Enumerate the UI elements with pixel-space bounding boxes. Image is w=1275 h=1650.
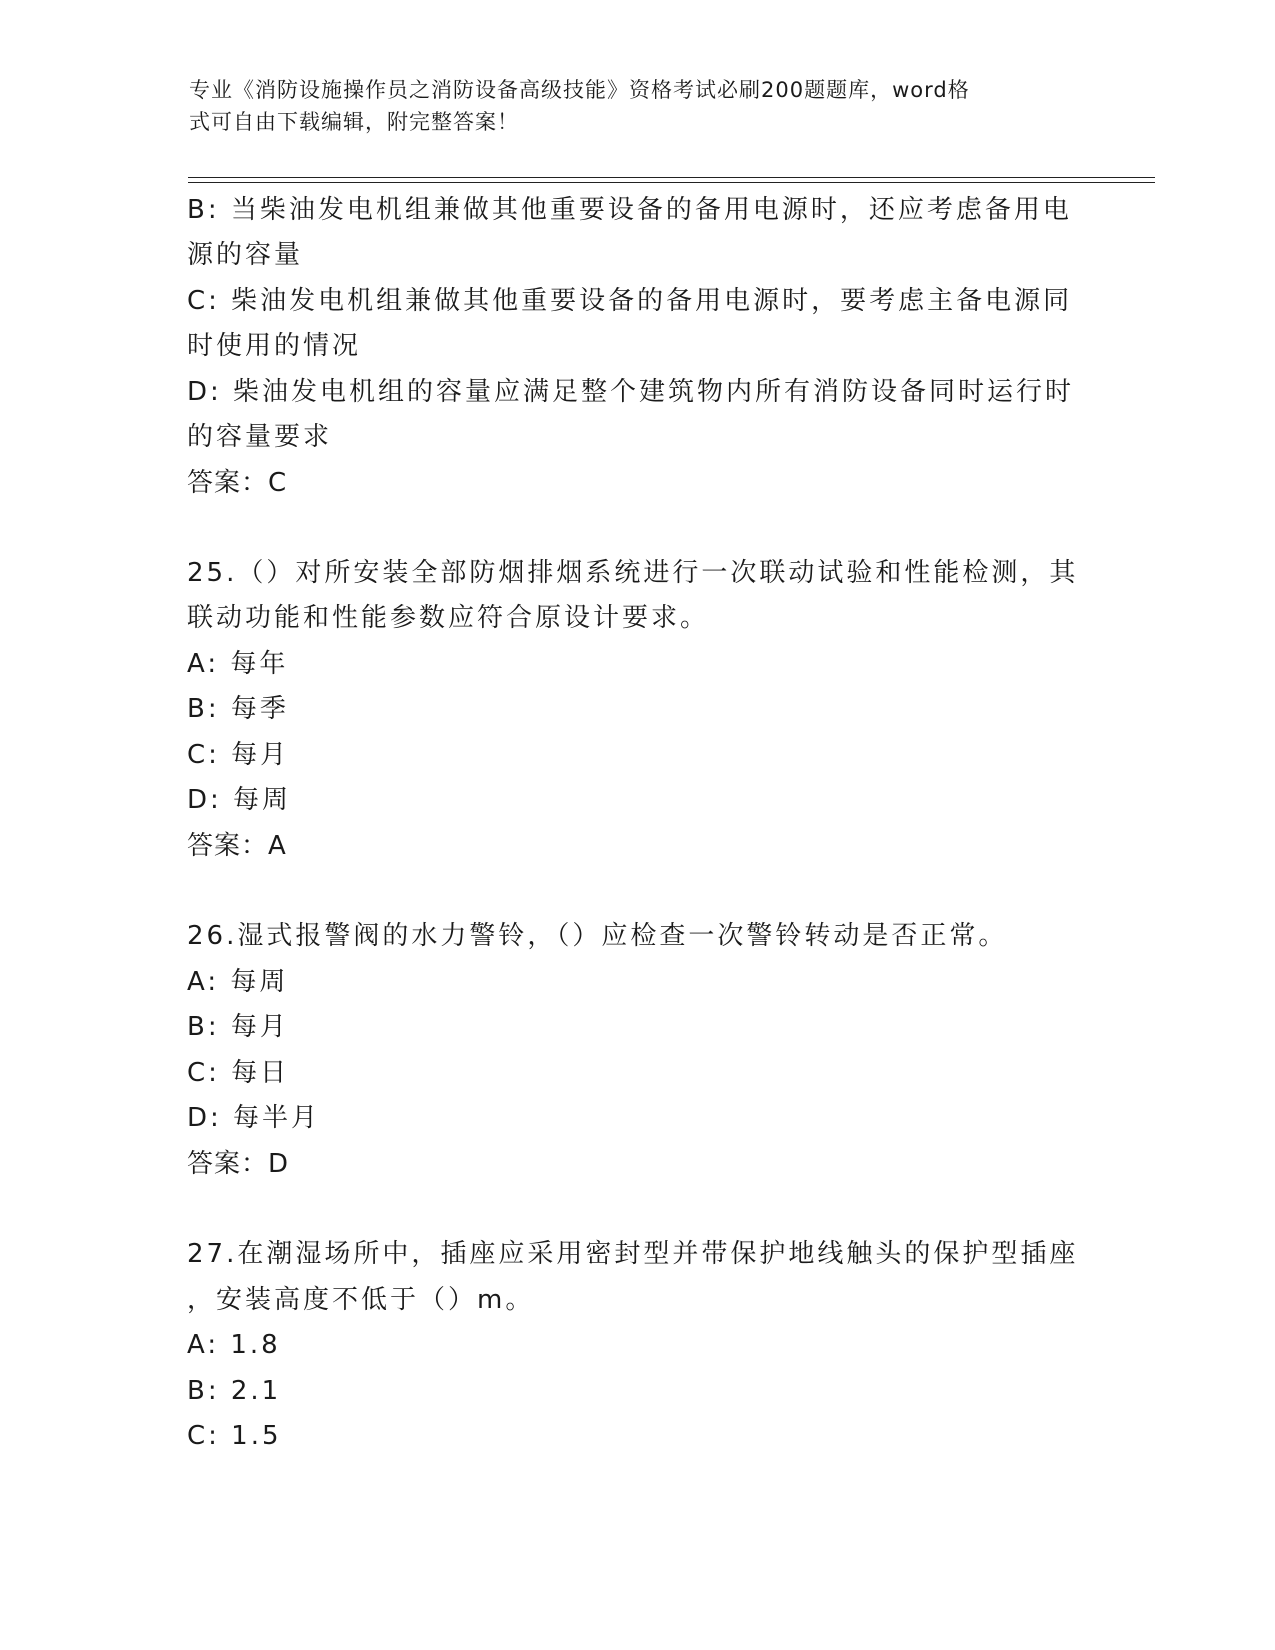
- q24-option-b-line-1: B: 当柴油发电机组兼做其他重要设备的备用电源时，还应考虑备用电: [187, 195, 1072, 225]
- q24-answer: 答案：C: [187, 468, 288, 498]
- q24-option-d-line-1: D: 柴油发电机组的容量应满足整个建筑物内所有消防设备同时运行时: [187, 377, 1075, 407]
- q25-option-a: A: 每年: [187, 649, 289, 679]
- q26-option-a: A: 每周: [187, 967, 289, 997]
- q24-option-c-line-2: 时使用的情况: [187, 331, 362, 361]
- header-line-2: 式可自由下载编辑，附完整答案！: [189, 110, 519, 134]
- q25-option-d: D: 每周: [187, 785, 292, 815]
- q25-option-c: C: 每月: [187, 740, 290, 770]
- q26-option-c: C: 每日: [187, 1058, 290, 1088]
- q27-option-c: C: 1.5: [187, 1421, 282, 1451]
- q24-option-b-line-2: 源的容量: [187, 240, 304, 270]
- q25-stem-line-2: 联动功能和性能参数应符合原设计要求。: [187, 603, 710, 633]
- q26-stem-line-1: 26.湿式报警阀的水力警铃，（）应检查一次警铃转动是否正常。: [187, 921, 1008, 951]
- document-header: [189, 74, 1089, 138]
- q27-stem-line-1: 27.在潮湿场所中，插座应采用密封型并带保护地线触头的保护型插座: [187, 1239, 1079, 1269]
- q25-stem-line-1: 25.（）对所安装全部防烟排烟系统进行一次联动试验和性能检测，其: [187, 558, 1079, 588]
- header-line-1: 专业《消防设施操作员之消防设备高级技能》资格考试必刷200题题库，word格: [189, 78, 970, 102]
- q24-option-d-line-2: 的容量要求: [187, 422, 333, 452]
- q25-answer: 答案：A: [187, 831, 287, 861]
- header-divider-bottom: [188, 182, 1155, 183]
- q26-option-d: D: 每半月: [187, 1103, 321, 1133]
- q26-answer: 答案：D: [187, 1149, 290, 1179]
- q25-option-b: B: 每季: [187, 694, 289, 724]
- q26-option-b: B: 每月: [187, 1012, 289, 1042]
- header-divider-top: [188, 177, 1155, 178]
- q24-option-c-line-1: C: 柴油发电机组兼做其他重要设备的备用电源时，要考虑主备电源同: [187, 286, 1073, 316]
- q27-option-b: B: 2.1: [187, 1376, 282, 1406]
- q27-option-a: A: 1.8: [187, 1330, 281, 1360]
- q27-stem-line-2: ，安装高度不低于（）m。: [187, 1285, 535, 1315]
